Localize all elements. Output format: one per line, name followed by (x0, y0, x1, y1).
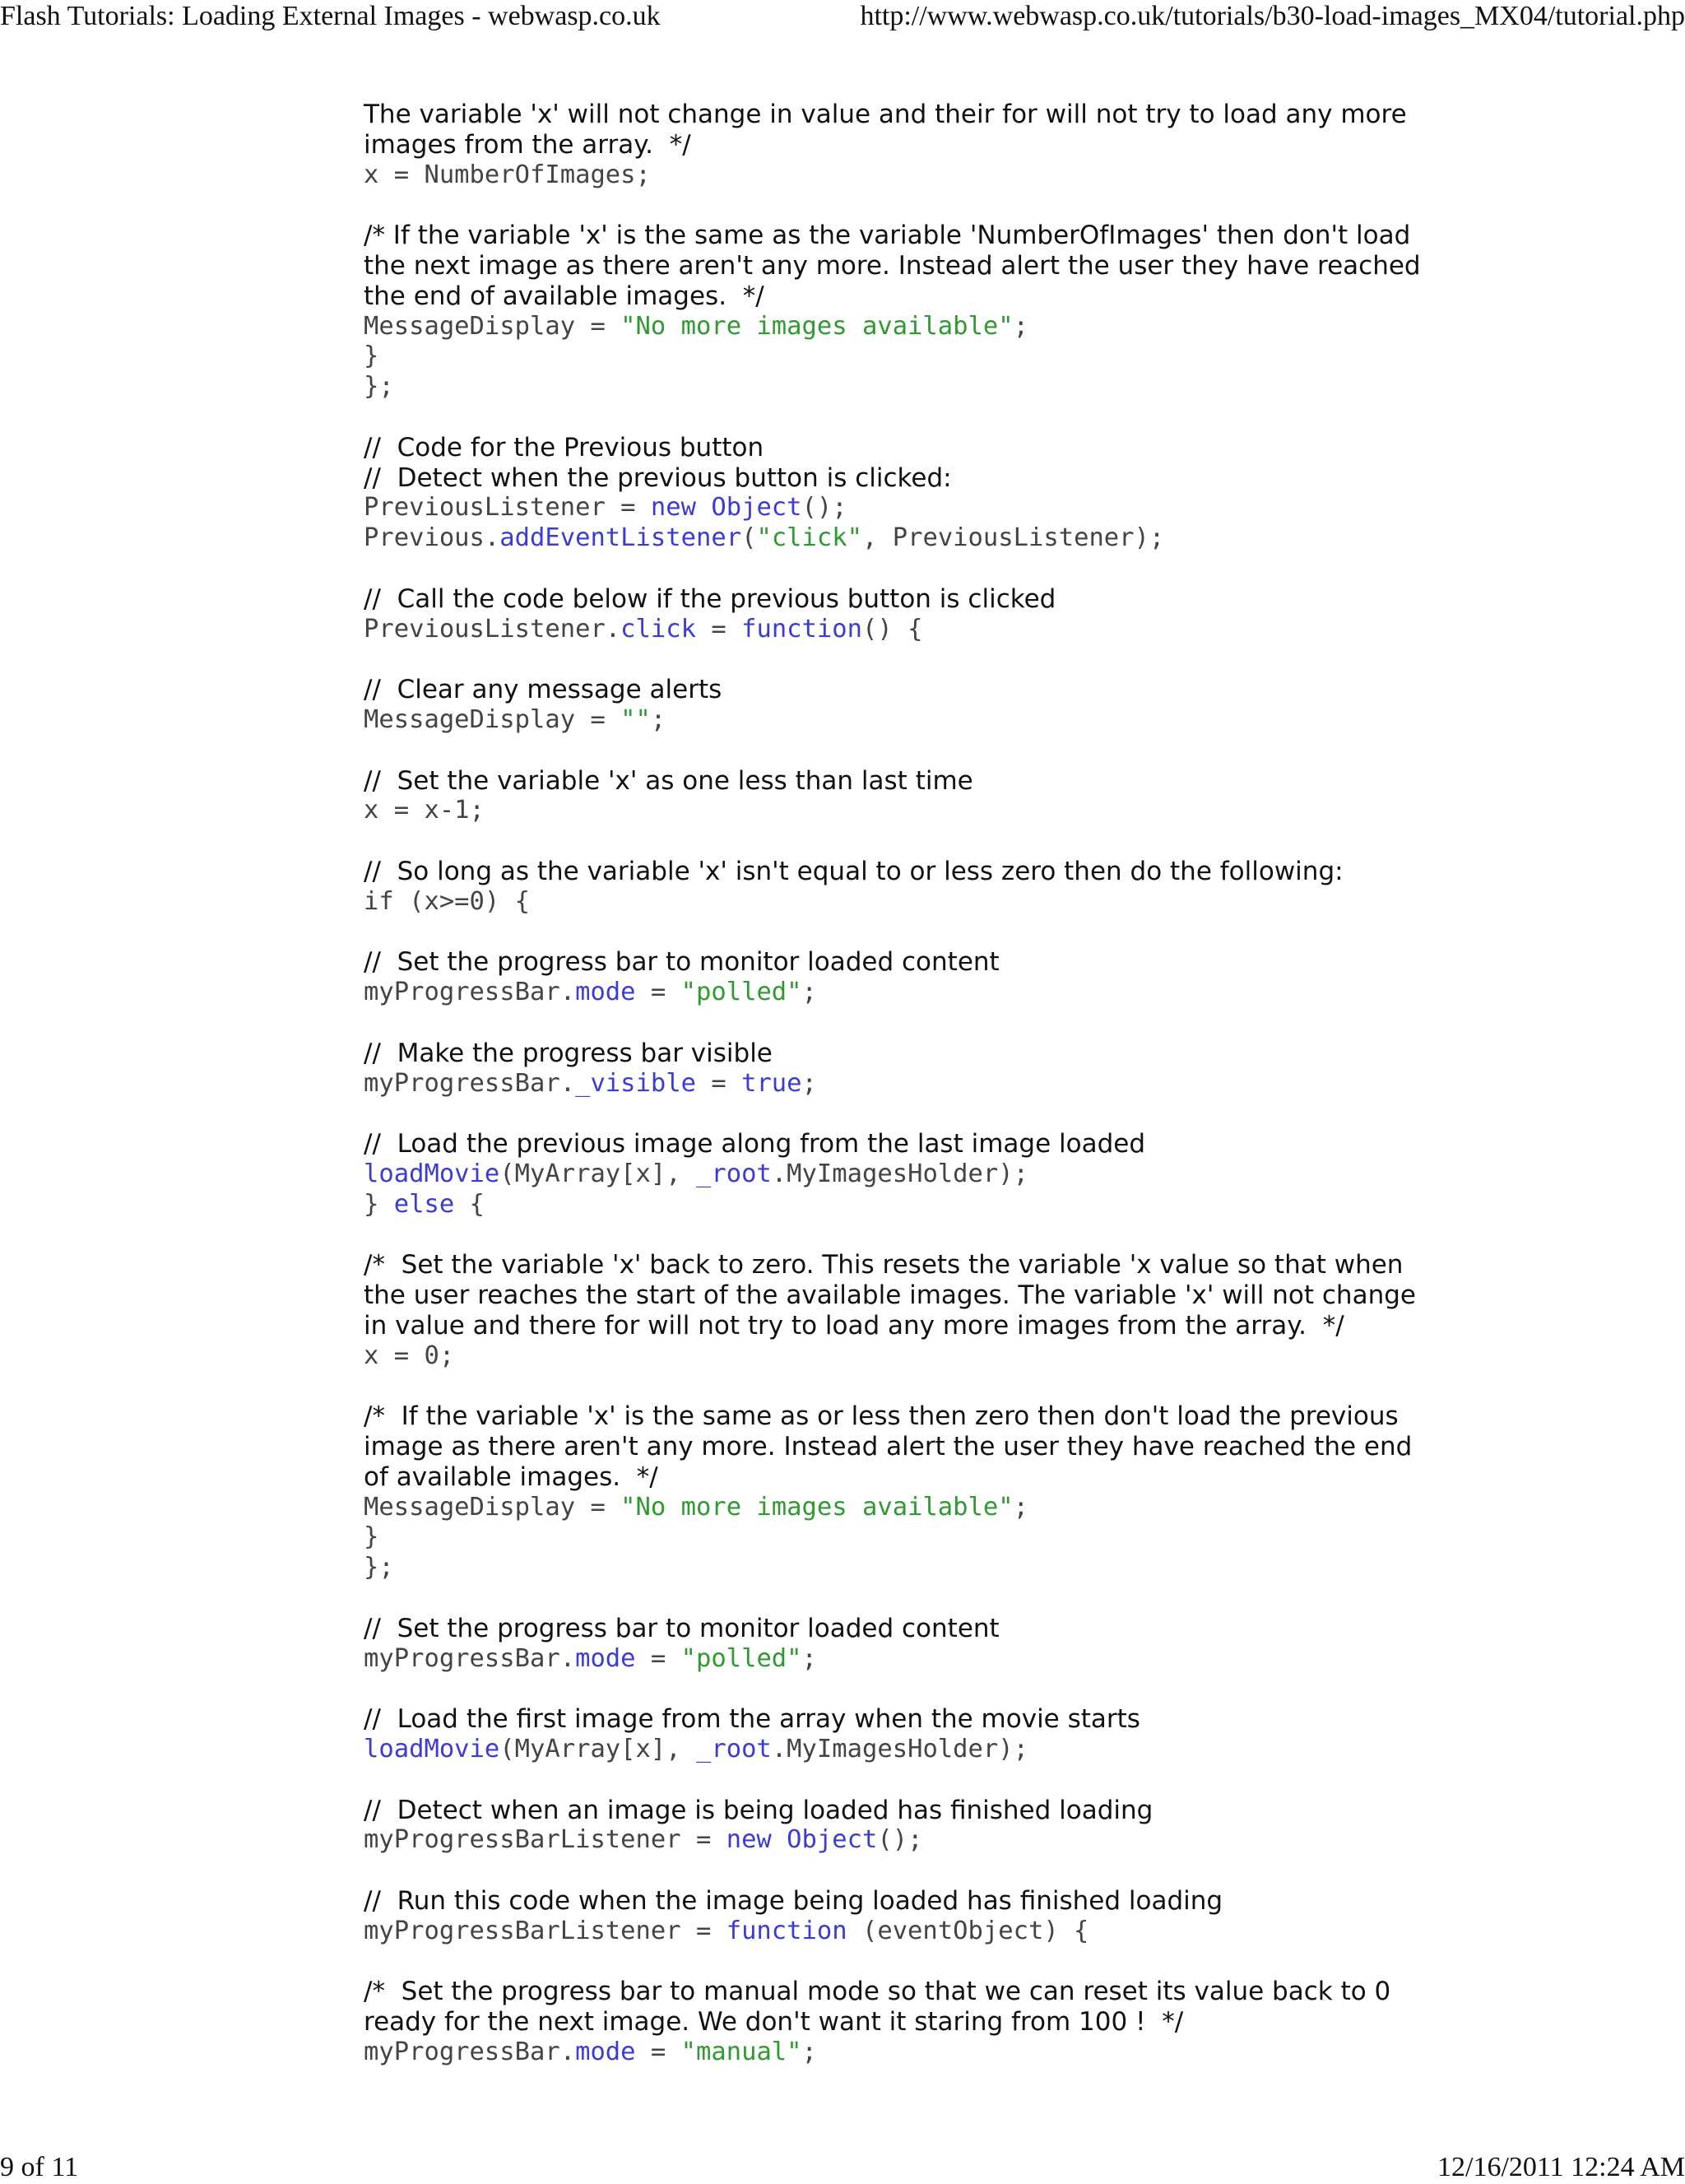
line-text: myProgressBar. (364, 1643, 576, 1673)
line-text: () { (862, 614, 923, 644)
line-text: ; (1013, 311, 1028, 341)
blank-line (364, 554, 1433, 584)
comment-line (364, 1462, 1433, 1493)
line-text: in value and there for will not try to load any more images from the array. */ (364, 1310, 1344, 1341)
line-text: ; (801, 1068, 817, 1098)
line-text: }; (364, 1553, 394, 1582)
code-line (364, 1522, 1433, 1553)
comment-line (364, 1250, 1433, 1280)
line-text: the next image as there aren't any more. Instead alert the user they have reached (364, 250, 1421, 281)
line-text: // So long as the variable 'x' isn't equal to or less zero then do the following: (364, 856, 1344, 886)
line-text: = (695, 1068, 742, 1098)
line-text: // Load the first image from the array when the movie starts (364, 1704, 1140, 1735)
code-line (364, 312, 1433, 342)
code-keyword: mode (575, 1643, 636, 1673)
blank-line (364, 1947, 1433, 1977)
code-line (364, 978, 1433, 1008)
line-text: /* If the variable 'x' is the same as the variable 'NumberOfImages' then don't load (364, 221, 1411, 251)
line-text: /* Set the variable 'x' back to zero. This resets the variable 'x value so that when (364, 1250, 1404, 1280)
comment-line (364, 463, 1433, 494)
code-keyword: mode (575, 978, 636, 1007)
line-text: the end of available images. */ (364, 281, 764, 311)
line-text: images from the array. */ (364, 129, 691, 160)
code-line (364, 615, 1433, 645)
print-header-title: Flash Tutorials: Loading External Images - webwasp.co.uk (0, 1, 661, 31)
blank-line (364, 1371, 1433, 1401)
line-text: .MyImagesHolder); (771, 1159, 1028, 1188)
blank-line (364, 644, 1433, 675)
line-text: ready for the next image. We don't want it staring from 100 ! */ (364, 2007, 1184, 2038)
comment-line (364, 130, 1433, 160)
line-text: x = 0; (364, 1341, 455, 1370)
line-text: , PreviousListener); (862, 523, 1165, 553)
blank-line (364, 918, 1433, 948)
line-text: if (x>=0) { (364, 886, 530, 916)
print-footer-datetime: 12/16/2011 12:24 AM (1437, 2152, 1685, 2182)
code-keyword: function (741, 614, 862, 644)
code-keyword: true (741, 1068, 802, 1098)
comment-line (364, 1129, 1433, 1159)
line-text: myProgressBarListener = (364, 1916, 726, 1945)
comment-line (364, 947, 1433, 978)
comment-line (364, 100, 1433, 130)
line-text: = (635, 1643, 681, 1673)
code-keyword: Object (711, 493, 802, 523)
code-line (364, 705, 1433, 736)
blank-line (364, 1674, 1433, 1704)
line-text: } (364, 1189, 394, 1219)
line-text: = (635, 2038, 681, 2066)
code-keyword: loadMovie (364, 1159, 500, 1188)
blank-line (364, 1583, 1433, 1614)
comment-line (364, 281, 1433, 312)
line-text: // Detect when the previous button is clicked: (364, 462, 952, 493)
line-text: x = NumberOfImages; (364, 160, 651, 189)
comment-line (364, 1401, 1433, 1432)
code-line (364, 523, 1433, 554)
code-string: "" (620, 704, 651, 734)
line-text: // Code for the Previous button (364, 432, 764, 462)
comment-line (364, 1886, 1433, 1917)
line-text: // Run this code when the image being loaded has finished loading (364, 1886, 1223, 1917)
code-string: "click" (756, 523, 862, 553)
comment-line (364, 251, 1433, 281)
line-text: myProgressBar. (364, 1068, 576, 1098)
code-line (364, 1553, 1433, 1583)
line-text: // Load the previous image along from the last image loaded (364, 1129, 1146, 1159)
code-line (364, 1069, 1433, 1099)
line-text: (MyArray[x], (499, 1159, 696, 1188)
comment-line (364, 2007, 1433, 2038)
code-string: "No more images available" (620, 1492, 1014, 1522)
line-text: PreviousListener = (364, 493, 651, 523)
code-keyword: _visible (575, 1068, 696, 1098)
line-text: (); (877, 1825, 923, 1855)
line-text: myProgressBarListener = (364, 1825, 726, 1855)
line-text: the user reaches the start of the available images. The variable 'x' will not change (364, 1280, 1416, 1311)
comment-line (364, 766, 1433, 797)
comment-line (364, 857, 1433, 887)
line-text: myProgressBar. (364, 2038, 576, 2066)
blank-line (364, 736, 1433, 766)
line-text: /* If the variable 'x' is the same as or less then zero then don't load the previous (364, 1401, 1399, 1432)
code-keyword: Object (787, 1825, 878, 1855)
code-line (364, 1917, 1433, 1947)
line-text: } (364, 1522, 379, 1552)
blank-line (364, 1099, 1433, 1129)
line-text: ( (741, 523, 757, 553)
line-text: // Detect when an image is being loaded has finished loading (364, 1795, 1154, 1825)
line-text: Previous. (364, 523, 500, 553)
line-text: ; (801, 1643, 817, 1673)
line-text: x = x-1; (364, 796, 485, 825)
line-text: ; (801, 2038, 817, 2066)
comment-line (364, 1039, 1433, 1069)
code-keyword: _root (695, 1159, 772, 1188)
code-keyword: loadMovie (364, 1735, 500, 1764)
line-text: .MyImagesHolder); (771, 1735, 1028, 1764)
line-text: { (454, 1189, 485, 1219)
line-text: // Set the progress bar to monitor loaded content (364, 947, 1000, 978)
code-line (364, 342, 1433, 372)
line-text: = (696, 614, 742, 644)
code-line (364, 1493, 1433, 1523)
line-text: MessageDisplay = (364, 1492, 621, 1522)
print-footer-page-number: 9 of 11 (0, 2152, 79, 2182)
code-keyword: _root (695, 1735, 772, 1764)
code-string: "polled" (680, 1643, 802, 1673)
comment-line (364, 1796, 1433, 1826)
line-text: myProgressBar. (364, 978, 576, 1007)
code-keyword: addEventListener (499, 523, 742, 553)
line-text: MessageDisplay = (364, 704, 621, 734)
code-keyword: new (650, 493, 696, 523)
code-string: "No more images available" (620, 311, 1014, 341)
code-keyword: mode (575, 2038, 636, 2066)
line-text: /* Set the progress bar to manual mode so that we can reset its value back to 0 (364, 1977, 1391, 2007)
comment-line (364, 1280, 1433, 1311)
code-line (364, 1341, 1433, 1372)
line-text: ; (801, 978, 817, 1007)
line-text (696, 493, 711, 522)
line-text: // Set the variable 'x' as one less than last time (364, 765, 973, 796)
line-text: ; (1013, 1492, 1028, 1522)
comment-line (364, 1614, 1433, 1644)
line-text: (eventObject) { (847, 1916, 1089, 1945)
code-line (364, 160, 1433, 191)
line-text: (); (801, 493, 847, 523)
code-line (364, 796, 1433, 826)
code-line (364, 1159, 1433, 1190)
line-text: // Make the progress bar visible (364, 1038, 773, 1068)
code-keyword: new (726, 1825, 772, 1855)
code-keyword: click (620, 614, 696, 644)
comment-line (364, 675, 1433, 705)
blank-line (364, 190, 1433, 221)
comment-line (364, 433, 1433, 463)
line-text: of available images. */ (364, 1461, 658, 1492)
line-text: = (635, 978, 681, 1007)
tutorial-code-listing (364, 100, 1433, 2068)
blank-line (364, 1008, 1433, 1039)
blank-line (364, 826, 1433, 857)
line-text: MessageDisplay = (364, 311, 621, 341)
code-string: "manual" (680, 2038, 802, 2066)
blank-line (364, 402, 1433, 433)
comment-line (364, 1977, 1433, 2007)
code-line (364, 1190, 1433, 1220)
line-text: ; (650, 704, 666, 734)
line-text: The variable 'x' will not change in value and their for will not try to load any more (364, 100, 1407, 129)
line-text: image as there aren't any more. Instead alert the user they have reached the end (364, 1432, 1413, 1462)
code-line (364, 1644, 1433, 1675)
blank-line (364, 1220, 1433, 1250)
code-keyword: function (726, 1916, 847, 1945)
print-header-url: http://www.webwasp.co.uk/tutorials/b30-load-images_MX04/tutorial.php (860, 1, 1685, 31)
blank-line (364, 1856, 1433, 1886)
code-line (364, 1825, 1433, 1856)
line-text: // Set the progress bar to monitor loaded content (364, 1613, 1000, 1643)
blank-line (364, 1765, 1433, 1796)
line-text: (MyArray[x], (499, 1735, 696, 1764)
line-text: PreviousListener. (364, 614, 621, 644)
code-line (364, 2038, 1433, 2068)
line-text (772, 1825, 787, 1854)
comment-line (364, 221, 1433, 251)
comment-line (364, 1311, 1433, 1341)
comment-line (364, 1704, 1433, 1735)
code-line (364, 887, 1433, 918)
comment-line (364, 584, 1433, 615)
line-text: // Clear any message alerts (364, 675, 722, 705)
code-line (364, 1735, 1433, 1765)
line-text: }; (364, 372, 394, 402)
line-text: } (364, 342, 379, 371)
code-string: "polled" (680, 978, 802, 1007)
line-text: // Call the code below if the previous button is clicked (364, 583, 1056, 614)
code-line (364, 493, 1433, 523)
comment-line (364, 1432, 1433, 1462)
code-keyword: else (393, 1189, 455, 1219)
code-line (364, 372, 1433, 402)
